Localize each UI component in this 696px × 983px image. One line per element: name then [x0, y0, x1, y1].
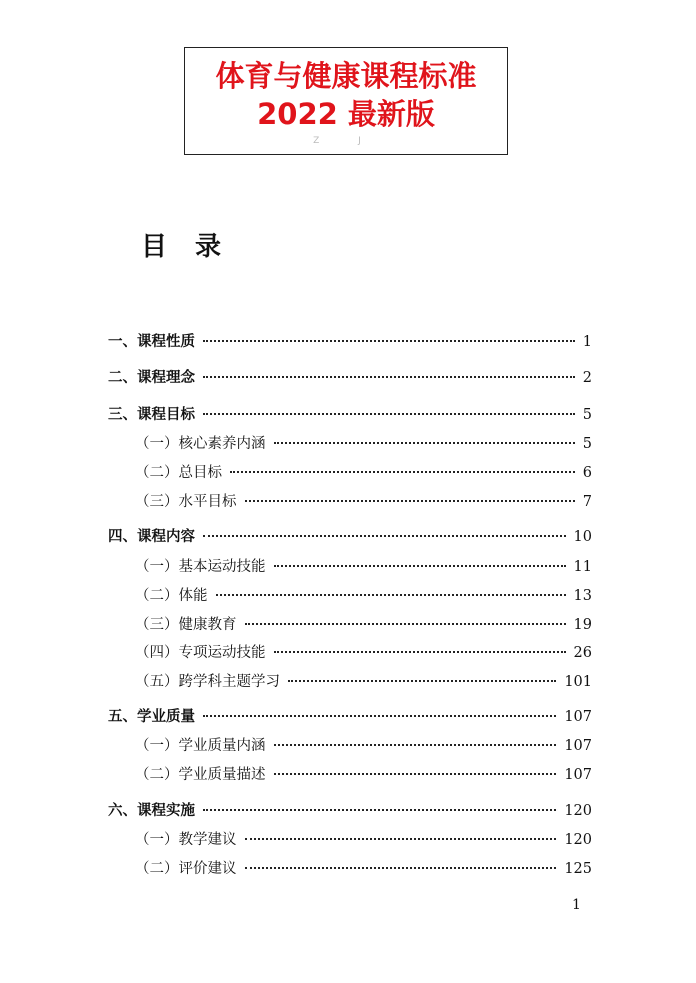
toc-entry-text: （二）学业质量描述 — [135, 767, 266, 783]
dot-leader — [274, 651, 566, 653]
toc-entry-text: （一）学业质量内涵 — [135, 738, 266, 754]
toc-page-number: 101 — [564, 674, 592, 690]
toc-page-number: 1 — [582, 334, 592, 350]
toc-page-number: 10 — [573, 529, 592, 545]
toc-heading: 目录 — [141, 232, 250, 262]
toc-entry-text: 二、课程理念 — [108, 370, 195, 386]
toc-page-number: 6 — [582, 465, 592, 481]
toc-entry-text: （一）基本运动技能 — [135, 559, 266, 575]
toc-entry-text: （二）总目标 — [135, 465, 222, 481]
toc-page-number: 19 — [573, 617, 592, 633]
toc-entry-text: 一、课程性质 — [108, 334, 195, 350]
toc-entry[interactable] — [108, 331, 592, 353]
dot-leader — [274, 565, 566, 567]
watermark-text: Z J — [313, 136, 379, 146]
dot-leader — [274, 442, 575, 444]
document-subtitle: 2022 最新版 — [257, 97, 435, 131]
toc-entry-text: （三）健康教育 — [135, 617, 237, 633]
toc-entry[interactable] — [135, 433, 592, 455]
toc-entry[interactable] — [108, 706, 592, 728]
toc-entry-text: （一）核心素养内涵 — [135, 436, 266, 452]
dot-leader — [245, 867, 557, 869]
toc-entry[interactable] — [108, 800, 592, 822]
toc-entry-text: （二）评价建议 — [135, 861, 237, 877]
dot-leader — [203, 413, 575, 415]
toc-page-number: 7 — [582, 494, 592, 510]
toc-entry[interactable] — [135, 642, 592, 664]
toc-page-number: 13 — [573, 588, 592, 604]
toc-page-number: 5 — [582, 436, 592, 452]
toc-page-number: 125 — [564, 861, 592, 877]
dot-leader — [245, 838, 557, 840]
toc-entry[interactable] — [135, 462, 592, 484]
dot-leader — [203, 715, 556, 717]
toc-entry[interactable] — [135, 764, 592, 786]
toc-entry-text: 六、课程实施 — [108, 803, 195, 819]
toc-entry[interactable] — [135, 858, 592, 880]
toc-page-number: 107 — [564, 767, 592, 783]
toc-page-number: 11 — [573, 559, 592, 575]
dot-leader — [274, 744, 557, 746]
document-title: 体育与健康课程标准 — [215, 59, 477, 93]
dot-leader — [203, 340, 575, 342]
toc-entry-text: （三）水平目标 — [135, 494, 237, 510]
toc-entry[interactable] — [135, 556, 592, 578]
toc-entry-text: （二）体能 — [135, 588, 208, 604]
toc-entry-text: （四）专项运动技能 — [135, 645, 266, 661]
dot-leader — [245, 623, 566, 625]
toc-page-number: 107 — [564, 709, 592, 725]
toc-entry[interactable] — [135, 735, 592, 757]
toc-entry[interactable] — [135, 829, 592, 851]
toc-entry-text: 四、课程内容 — [108, 529, 195, 545]
toc-page-number: 120 — [564, 803, 592, 819]
toc-entry[interactable] — [135, 671, 592, 693]
dot-leader — [203, 535, 566, 537]
dot-leader — [274, 773, 557, 775]
toc-entry[interactable] — [135, 585, 592, 607]
dot-leader — [230, 471, 575, 473]
toc-entry-text: （五）跨学科主题学习 — [135, 674, 280, 690]
dot-leader — [203, 376, 575, 378]
dot-leader — [288, 680, 556, 682]
page-number: 1 — [572, 897, 581, 913]
toc-page-number: 107 — [564, 738, 592, 754]
title-box — [184, 47, 508, 155]
toc-entry-text: 五、学业质量 — [108, 709, 195, 725]
toc-entry[interactable] — [108, 404, 592, 426]
toc-entry[interactable] — [108, 526, 592, 548]
toc-page-number: 2 — [582, 370, 592, 386]
toc-entry[interactable] — [135, 491, 592, 513]
toc-entry[interactable] — [108, 367, 592, 389]
toc-page-number: 5 — [582, 407, 592, 423]
toc-entry-text: 三、课程目标 — [108, 407, 195, 423]
dot-leader — [245, 500, 575, 502]
toc-entry-text: （一）教学建议 — [135, 832, 237, 848]
dot-leader — [203, 809, 556, 811]
toc-page-number: 120 — [564, 832, 592, 848]
dot-leader — [216, 594, 566, 596]
toc-page-number: 26 — [573, 645, 592, 661]
toc-entry[interactable] — [135, 614, 592, 636]
